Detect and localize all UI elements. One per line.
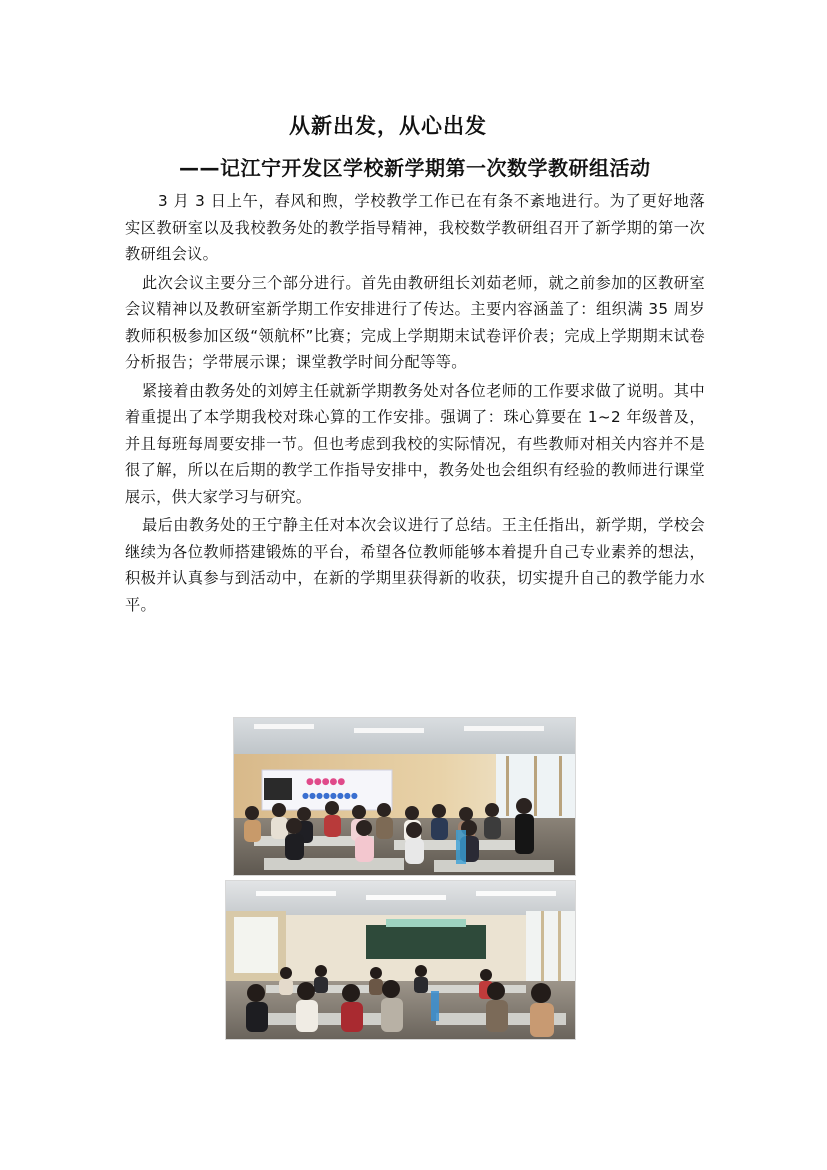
- document-subtitle: ——记江宁开发区学校新学期第一次数学教研组活动: [179, 156, 651, 180]
- paragraph-abacus-plan: 紧接着由教务处的刘婷主任就新学期教务处对各位老师的工作要求做了说明。其中着重提出了本学期我校对珠心算的工作安排。强调了：珠心算要在 1~2 年级普及，并且每班每周要安排一节。但也考虑到我校的实际情况，有些教师对相关内容并不是很了解，所以在后期的教学工作指导安排中，教务处也会组织有经验的教师进行课堂展示，供大家学习与研究。: [125, 381, 705, 506]
- paragraph-summary: 最后由教务处的王宁静主任对本次会议进行了总结。王主任指出，新学期，学校会继续为各位教师搭建锻炼的平台，希望各位教师能够本着提升自己专业素养的想法，积极并认真参与到活动中，在新的学期里获得新的收获，切实提升自己的教学能力水平。: [125, 516, 705, 614]
- meeting-photo-1: [233, 717, 576, 876]
- svg-text:●●●●●: ●●●●●: [306, 777, 346, 787]
- article-body: [125, 188, 705, 620]
- meeting-photo-2: [225, 880, 576, 1040]
- svg-text:●●●●●●●●: ●●●●●●●●: [302, 791, 358, 800]
- paragraph-meeting-parts: 此次会议主要分三个部分进行。首先由教研组长刘茹老师，就之前参加的区教研室会议精神以及教研室新学期工作安排进行了传达。主要内容涵盖了：组织满 35 周岁教师积极参加区级“领航杯”比赛；完成上学期期末试卷评价表；完成上学期期末试卷分析报告；学带展示课；课堂教学时间分配等等。: [125, 273, 705, 371]
- paragraph-intro: 3 月 3 日上午，春风和煦，学校教学工作已在有条不紊地进行。为了更好地落实区教研室以及我校教务处的教学指导精神，我校数学教研组召开了新学期的第一次教研组会议。: [125, 192, 705, 263]
- document-title: 从新出发，从心出发: [289, 114, 487, 138]
